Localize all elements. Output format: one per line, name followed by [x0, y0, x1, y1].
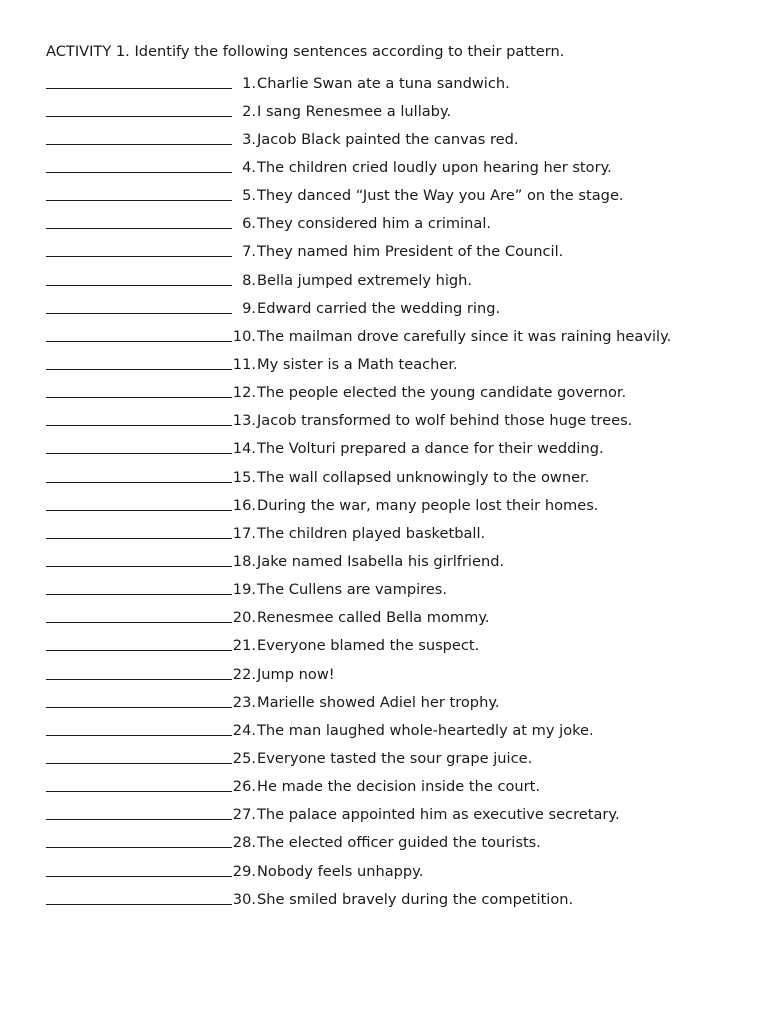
- item-number: 7.: [242, 243, 256, 261]
- item-sentence: The people elected the young candidate governor.: [257, 384, 627, 402]
- item-number: 4.: [242, 158, 256, 176]
- answer-blank[interactable]: [46, 437, 232, 454]
- item-number: 2.: [242, 102, 256, 120]
- sentence-item: [46, 773, 746, 801]
- sentence-item: [46, 885, 746, 913]
- activity-title: ACTIVITY 1. Identify the following sentences according to their pattern.: [46, 43, 565, 60]
- item-sentence: Edward carried the wedding ring.: [257, 299, 501, 317]
- answer-blank[interactable]: [46, 522, 232, 539]
- item-number: 25.: [232, 749, 256, 767]
- sentence-item: [46, 547, 746, 575]
- item-sentence: Everyone tasted the sour grape juice.: [257, 749, 533, 767]
- sentence-item: [46, 407, 746, 435]
- item-sentence: Jacob transformed to wolf behind those huge trees.: [257, 412, 633, 430]
- item-sentence: Charlie Swan ate a tuna sandwich.: [257, 74, 510, 92]
- item-number: 8.: [242, 271, 256, 289]
- answer-blank[interactable]: [46, 494, 232, 511]
- item-number: 14.: [232, 440, 256, 458]
- item-number: 27.: [232, 806, 256, 824]
- item-number: 9.: [242, 299, 256, 317]
- sentence-item: [46, 294, 746, 322]
- sentence-item: [46, 266, 746, 294]
- item-number: 3.: [242, 130, 256, 148]
- item-sentence: Everyone blamed the suspect.: [257, 637, 480, 655]
- sentence-item: [46, 857, 746, 885]
- sentence-item: [46, 97, 746, 125]
- item-sentence: The children cried loudly upon hearing her story.: [257, 158, 612, 176]
- sentence-item: [46, 350, 746, 378]
- sentence-item: [46, 716, 746, 744]
- answer-blank[interactable]: [46, 719, 232, 736]
- item-sentence: My sister is a Math teacher.: [257, 355, 458, 373]
- answer-blank[interactable]: [46, 803, 232, 820]
- item-number: 21.: [232, 637, 256, 655]
- item-number: 16.: [232, 496, 256, 514]
- sentence-item: [46, 322, 746, 350]
- item-number: 11.: [232, 355, 256, 373]
- answer-blank[interactable]: [46, 831, 232, 848]
- sentence-item: [46, 210, 746, 238]
- answer-blank[interactable]: [46, 269, 232, 286]
- item-sentence: I sang Renesmee a lullaby.: [257, 102, 452, 120]
- sentence-item: [46, 519, 746, 547]
- answer-blank[interactable]: [46, 691, 232, 708]
- item-number: 6.: [242, 215, 256, 233]
- sentence-list: [46, 69, 746, 913]
- item-number: 17.: [232, 524, 256, 542]
- answer-blank[interactable]: [46, 184, 232, 201]
- sentence-item: [46, 829, 746, 857]
- item-sentence: They considered him a criminal.: [257, 215, 492, 233]
- sentence-item: [46, 688, 746, 716]
- item-sentence: The man laughed whole-heartedly at my joke.: [257, 721, 594, 739]
- item-sentence: Jacob Black painted the canvas red.: [257, 130, 519, 148]
- item-number: 15.: [232, 468, 256, 486]
- item-number: 19.: [232, 581, 256, 599]
- item-number: 10.: [232, 327, 256, 345]
- answer-blank[interactable]: [46, 860, 232, 877]
- sentence-item: [46, 238, 746, 266]
- sentence-item: [46, 463, 746, 491]
- answer-blank[interactable]: [46, 775, 232, 792]
- sentence-item: [46, 153, 746, 181]
- item-sentence: Marielle showed Adiel her trophy.: [257, 693, 500, 711]
- answer-blank[interactable]: [46, 212, 232, 229]
- item-sentence: The mailman drove carefully since it was raining heavily.: [257, 327, 672, 345]
- item-number: 26.: [232, 778, 256, 796]
- item-sentence: Jake named Isabella his girlfriend.: [257, 552, 505, 570]
- answer-blank[interactable]: [46, 353, 232, 370]
- answer-blank[interactable]: [46, 240, 232, 257]
- sentence-item: [46, 182, 746, 210]
- answer-blank[interactable]: [46, 72, 232, 89]
- answer-blank[interactable]: [46, 381, 232, 398]
- sentence-item: [46, 435, 746, 463]
- answer-blank[interactable]: [46, 128, 232, 145]
- item-number: 20.: [232, 609, 256, 627]
- answer-blank[interactable]: [46, 634, 232, 651]
- item-sentence: They named him President of the Council.: [257, 243, 564, 261]
- item-sentence: Bella jumped extremely high.: [257, 271, 473, 289]
- item-sentence: The palace appointed him as executive secretary.: [257, 806, 620, 824]
- item-number: 22.: [232, 665, 256, 683]
- item-sentence: The elected officer guided the tourists.: [257, 834, 541, 852]
- answer-blank[interactable]: [46, 466, 232, 483]
- sentence-item: [46, 491, 746, 519]
- answer-blank[interactable]: [46, 325, 232, 342]
- item-number: 1.: [242, 74, 256, 92]
- item-sentence: Nobody feels unhappy.: [257, 862, 424, 880]
- item-number: 24.: [232, 721, 256, 739]
- item-number: 12.: [232, 384, 256, 402]
- sentence-item: [46, 125, 746, 153]
- answer-blank[interactable]: [46, 663, 232, 680]
- item-sentence: The children played basketball.: [257, 524, 486, 542]
- item-number: 18.: [232, 552, 256, 570]
- item-number: 28.: [232, 834, 256, 852]
- answer-blank[interactable]: [46, 578, 232, 595]
- answer-blank[interactable]: [46, 550, 232, 567]
- item-number: 29.: [232, 862, 256, 880]
- sentence-item: [46, 632, 746, 660]
- answer-blank[interactable]: [46, 747, 232, 764]
- item-sentence: They danced “Just the Way you Are” on the stage.: [257, 187, 624, 205]
- answer-blank[interactable]: [46, 100, 232, 117]
- sentence-item: [46, 801, 746, 829]
- item-sentence: Jump now!: [257, 665, 335, 683]
- item-sentence: The Cullens are vampires.: [257, 581, 448, 599]
- item-sentence: He made the decision inside the court.: [257, 778, 541, 796]
- answer-blank[interactable]: [46, 297, 232, 314]
- sentence-item: [46, 744, 746, 772]
- answer-blank[interactable]: [46, 156, 232, 173]
- item-number: 30.: [232, 890, 256, 908]
- item-sentence: Renesmee called Bella mommy.: [257, 609, 490, 627]
- answer-blank[interactable]: [46, 409, 232, 426]
- sentence-item: [46, 379, 746, 407]
- item-sentence: During the war, many people lost their homes.: [257, 496, 599, 514]
- sentence-item: [46, 576, 746, 604]
- sentence-item: [46, 660, 746, 688]
- item-sentence: The Volturi prepared a dance for their wedding.: [257, 440, 604, 458]
- answer-blank[interactable]: [46, 888, 232, 905]
- item-number: 23.: [232, 693, 256, 711]
- item-sentence: The wall collapsed unknowingly to the owner.: [257, 468, 590, 486]
- item-number: 5.: [242, 187, 256, 205]
- sentence-item: [46, 604, 746, 632]
- sentence-item: [46, 69, 746, 97]
- item-number: 13.: [232, 412, 256, 430]
- item-sentence: She smiled bravely during the competition.: [257, 890, 574, 908]
- answer-blank[interactable]: [46, 606, 232, 623]
